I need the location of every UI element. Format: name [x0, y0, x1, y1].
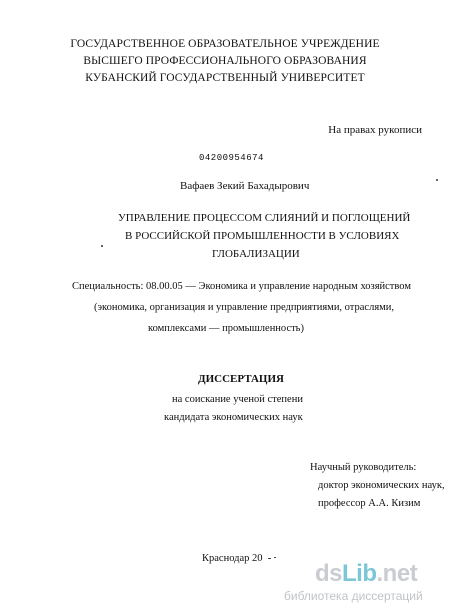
specialty-line-2: (экономика, организация и управление предприятиями, отраслями,	[94, 302, 395, 313]
rights-note: На правах рукописи	[328, 124, 422, 136]
place-year: Краснодар 20	[202, 553, 263, 564]
scan-speck	[274, 557, 276, 558]
scan-speck	[436, 179, 438, 181]
institution-line-1: ГОСУДАРСТВЕННОЕ ОБРАЗОВАТЕЛЬНОЕ УЧРЕЖДЕНИЕ	[70, 38, 380, 50]
specialty-line-1: Специальность: 08.00.05 — Экономика и управление народным хозяйством	[72, 281, 411, 292]
title-line-1: УПРАВЛЕНИЕ ПРОЦЕССОМ СЛИЯНИЙ И ПОГЛОЩЕНИЙ	[118, 212, 411, 224]
dslib-logo-watermark[interactable]	[315, 560, 417, 588]
institution-line-3: КУБАНСКИЙ ГОСУДАРСТВЕННЫЙ УНИВЕРСИТЕТ	[85, 72, 365, 84]
watermark-subtitle: библиотека диссертаций	[284, 589, 423, 603]
title-line-2: В РОССИЙСКОЙ ПРОМЫШЛЕННОСТИ В УСЛОВИЯХ	[125, 230, 400, 242]
specialty-line-3: комплексами — промышленность)	[148, 323, 304, 334]
supervisor-degree: доктор экономических наук,	[318, 480, 445, 491]
logo-part-net: .net	[376, 560, 418, 587]
author-name: Вафаев Зекий Бахадырович	[180, 180, 310, 192]
institution-line-2: ВЫСШЕГО ПРОФЕССИОНАЛЬНОГО ОБРАЗОВАНИЯ	[83, 55, 367, 67]
degree-line-1: на соискание ученой степени	[172, 394, 303, 405]
registration-number: 04200954674	[199, 153, 264, 163]
scan-speck	[268, 558, 271, 559]
supervisor-name: профессор А.А. Кизим	[318, 498, 421, 509]
logo-part-ds: ds	[315, 560, 343, 587]
logo-part-lib: Lib	[342, 560, 377, 587]
degree-line-2: кандидата экономических наук	[164, 412, 303, 423]
title-line-3: ГЛОБАЛИЗАЦИИ	[212, 248, 300, 260]
degree-heading: ДИССЕРТАЦИЯ	[198, 373, 284, 385]
supervisor-label: Научный руководитель:	[310, 462, 417, 473]
scan-speck	[101, 245, 103, 247]
